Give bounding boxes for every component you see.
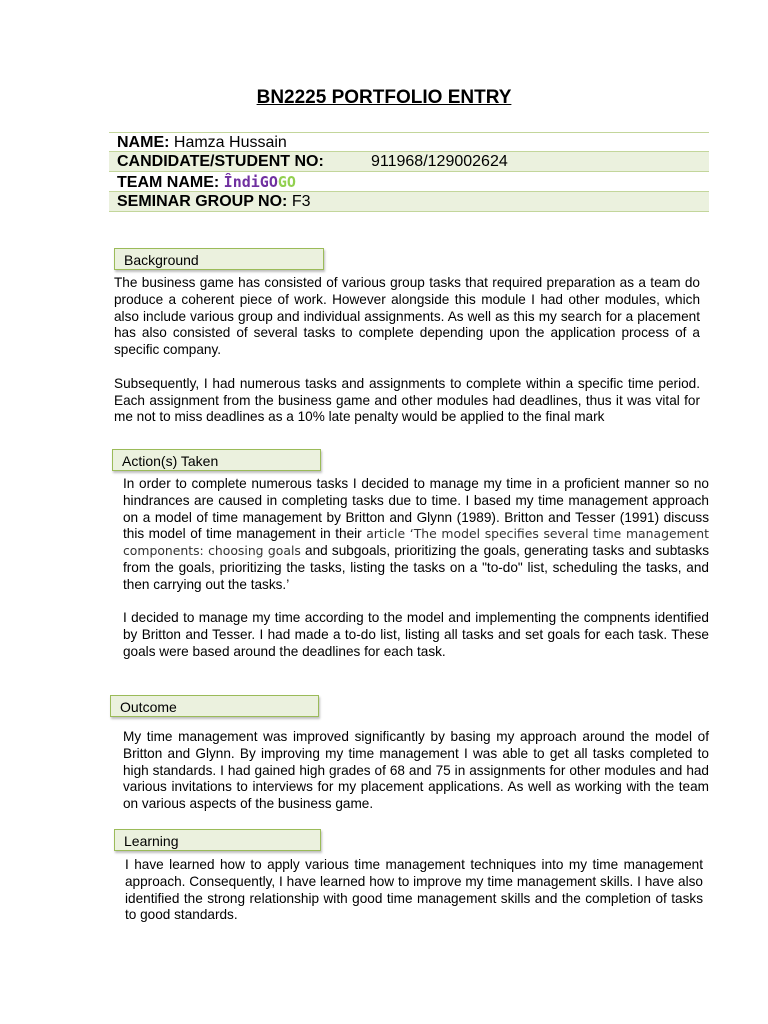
background-heading: Background — [114, 248, 324, 270]
actions-text-part-b: and subgoals, prioritizing the goals, generating tasks and subtasks from the goals, prioritizing the tasks, listing the tasks on a "to-do" list, scheduling the tasks, and then carrying out the tasks.’ — [123, 543, 709, 592]
outcome-text — [123, 729, 709, 813]
actions-text — [123, 476, 709, 661]
team-label: TEAM NAME: — [117, 174, 220, 191]
background-paragraph-2: Subsequently, I had numerous tasks and assignments to complete within a specific time period. Each assignment from the business game and other modules had deadlines, thus it was vital for me not to miss deadlines as a 10% late penalty would be applied to the final mark — [114, 375, 700, 425]
background-text — [114, 275, 700, 426]
actions-paragraph-2: I decided to manage my time according to the model and implementing the compnents identified by Britton and Tesser. I had made a to-do list, listing all tasks and set goals for each task. These goals were based around the deadlines for each task. — [123, 610, 709, 659]
name-value: Hamza Hussain — [173, 134, 287, 151]
learning-heading: Learning — [114, 829, 321, 851]
team-row — [109, 172, 709, 192]
actions-quote: article ‘The model specifies several time management components: choosing goals — [123, 526, 709, 559]
actions-heading: Action(s) Taken — [112, 449, 321, 471]
candidate-row — [109, 152, 709, 172]
candidate-value: 911968/129002624 — [371, 153, 508, 170]
learning-text — [125, 857, 703, 924]
page-title: BN2225 PORTFOLIO ENTRY — [256, 87, 512, 108]
info-table — [109, 132, 709, 212]
seminar-row — [109, 192, 709, 212]
candidate-label: CANDIDATE/STUDENT NO: — [117, 153, 324, 170]
learning-paragraph-1: I have learned how to apply various time management techniques into my time management approach. Consequently, I have learned how to improve my time management skills. I have also identified the strong relationship with good time management skills and the completion of tasks to good standards. — [125, 857, 703, 923]
background-paragraph-1: The business game has consisted of various group tasks that required preparation as a team do produce a coherent piece of work. However alongside this module I had other modules, which also include various group and individual assignments. As well as this my search for a placement has also consisted of several tasks to complete depending upon the application process of a specific company. — [114, 275, 700, 358]
team-name-part2: GO — [277, 173, 296, 191]
name-row — [109, 132, 709, 152]
actions-paragraph-1 — [123, 476, 709, 594]
actions-text-part-a: In order to complete numerous tasks I decided to manage my time in a proficient manner so no hindrances are caused in completing tasks due to time. I based my time management approach on a model of time management by Britton and Glynn (1989). Britton and Tesser (1991) discuss this model of time management in their — [123, 476, 709, 542]
seminar-value: F3 — [291, 193, 311, 210]
seminar-label: SEMINAR GROUP NO: — [117, 193, 288, 210]
team-name-logo — [224, 173, 296, 191]
team-name-part1: ÎndiGO — [223, 173, 278, 191]
outcome-heading: Outcome — [110, 695, 319, 717]
outcome-paragraph-1: My time management was improved significantly by basing my approach around the model of Britton and Glynn. By improving my time management I was able to get all tasks completed to high standards. I had gained high grades of 68 and 75 in assignments for other modules and had various invitations to interviews for my placement applications. As well as working with the team on various aspects of the business game. — [123, 729, 709, 812]
name-label: NAME: — [117, 134, 170, 151]
